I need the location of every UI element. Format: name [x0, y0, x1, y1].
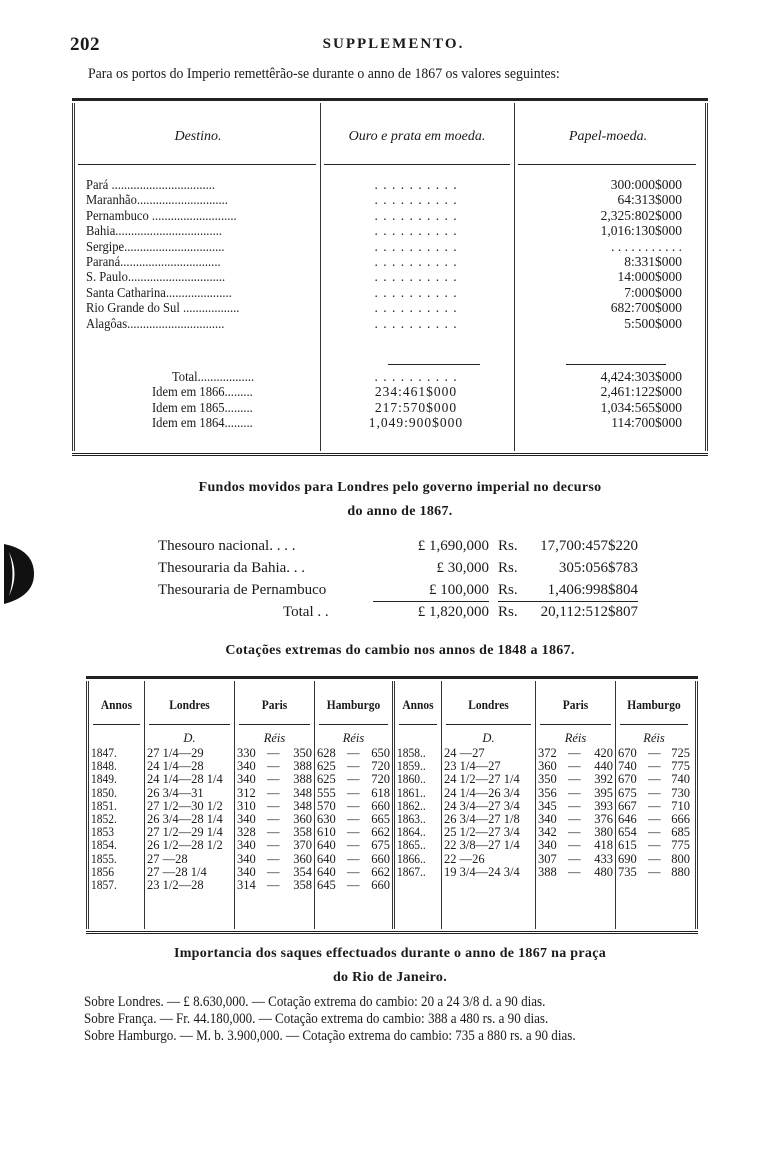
- cell-destino: Bahia..................................: [86, 223, 223, 239]
- funds-total-rs: Rs.: [498, 604, 518, 620]
- funds-title-line1: Fundos movidos para Londres pelo governo imperial no decurso: [198, 480, 602, 495]
- cell-londres: 26 3/4—28 1/4: [147, 812, 223, 826]
- cell-paris-min: 350: [538, 772, 557, 787]
- cell-hamburgo-min: 670: [618, 772, 637, 787]
- cell-anno: 1854.: [91, 838, 117, 853]
- range-dash: —: [568, 798, 581, 813]
- cell-paris-min: 340: [538, 838, 557, 853]
- cell-anno: 1857.: [91, 878, 117, 892]
- intro-text: Para os portos do Imperio remettêrão-se durante o anno de 1867 os valores seguintes:: [88, 66, 560, 82]
- cell-destino: S. Paulo...............................: [86, 269, 226, 285]
- cell-destino: Idem em 1864.........: [152, 415, 253, 431]
- funds-total-value: 20,112:512$807: [540, 604, 638, 620]
- cell-anno: 1852.: [91, 812, 117, 826]
- cell-anno: 1853: [91, 825, 114, 840]
- funds-title-line2: do anno de 1867.: [347, 504, 453, 519]
- cell-paris-max: 440: [594, 759, 613, 774]
- cell-londres: 24 —27: [444, 746, 485, 760]
- range-dash: —: [347, 838, 360, 853]
- exchange-section-title: Cotações extremas do cambio nos annos de 1848 a 1867.: [225, 643, 575, 658]
- cell-destino: Idem em 1866.........: [152, 384, 253, 400]
- range-dash: —: [347, 878, 360, 892]
- range-dash: —: [267, 785, 280, 800]
- sum-rule: [388, 364, 480, 365]
- range-dash: —: [267, 798, 280, 813]
- cell-paris-max: 433: [594, 851, 613, 866]
- cell-hamburgo-min: 640: [317, 851, 336, 866]
- column-header: Londres: [468, 697, 509, 712]
- cell-hamburgo-min: 740: [618, 759, 637, 774]
- cell-paris-min: 340: [237, 772, 256, 787]
- column-header: Paris: [261, 697, 288, 712]
- cell-paris-min: 388: [538, 864, 557, 879]
- cell-hamburgo-max: 618: [371, 785, 390, 800]
- range-dash: —: [568, 825, 581, 840]
- funds-row: [158, 579, 648, 601]
- cell-ouro: . . . . . . . . . .: [374, 207, 458, 223]
- cell-hamburgo-max: 725: [671, 746, 690, 760]
- funds-total-row: [158, 601, 648, 623]
- column-header: Hamburgo: [627, 697, 681, 712]
- cell-anno: 1867..: [397, 864, 426, 879]
- range-dash: —: [648, 825, 661, 840]
- funds-rs: Rs.: [498, 538, 518, 554]
- column-header: Annos: [100, 697, 133, 712]
- table-row: [72, 192, 708, 207]
- cell-londres: 24 1/4—28 1/4: [147, 772, 223, 787]
- cell-paris-min: 340: [237, 864, 256, 879]
- cell-londres: 23 1/4—27: [444, 759, 501, 774]
- cell-hamburgo-min: 615: [618, 838, 637, 853]
- cell-paris-min: 328: [237, 825, 256, 840]
- cell-anno: 1860..: [397, 772, 426, 787]
- cell-ouro: . . . . . . . . . .: [374, 284, 458, 300]
- cell-paris-max: 420: [594, 746, 613, 760]
- header-rule: [78, 164, 316, 165]
- cell-londres: 24 1/2—27 1/4: [444, 772, 520, 787]
- range-dash: —: [648, 746, 661, 760]
- cell-paris-min: 340: [237, 812, 256, 826]
- cell-anno: 1858..: [397, 746, 426, 760]
- header-rule: [93, 724, 140, 725]
- table-row: [72, 269, 708, 284]
- cell-londres: 24 3/4—27 3/4: [444, 798, 520, 813]
- cell-paris-max: 358: [293, 825, 312, 840]
- range-dash: —: [347, 825, 360, 840]
- column-divider-double: [392, 681, 395, 929]
- cell-hamburgo-max: 675: [371, 838, 390, 853]
- cell-anno: 1848.: [91, 759, 117, 774]
- range-dash: —: [267, 746, 280, 760]
- cell-ouro: . . . . . . . . . .: [374, 369, 458, 384]
- table-row: [72, 415, 708, 430]
- cell-destino: Alagôas...............................: [86, 315, 225, 331]
- cell-londres: 27 —28 1/4: [147, 864, 207, 879]
- funds-total-label: Total . .: [283, 604, 329, 620]
- table-row: [72, 300, 708, 315]
- cell-hamburgo-min: 675: [618, 785, 637, 800]
- column-header: Annos: [402, 697, 434, 712]
- drafts-section-title: [60, 942, 720, 990]
- cell-anno: 1863..: [397, 812, 426, 826]
- cell-hamburgo-max: 880: [671, 864, 690, 879]
- range-dash: —: [347, 785, 360, 800]
- cell-papel: . . . . . . . . . . .: [611, 238, 682, 254]
- cell-anno: 1855.: [91, 851, 117, 866]
- range-dash: —: [648, 864, 661, 879]
- unit-label: D.: [482, 731, 495, 745]
- column-divider: [144, 681, 145, 929]
- cell-hamburgo-min: 625: [317, 772, 336, 787]
- range-dash: —: [568, 838, 581, 853]
- page-number: 202: [70, 34, 100, 55]
- column-divider: [535, 681, 536, 929]
- cell-anno: 1851.: [91, 798, 117, 813]
- cell-hamburgo-max: 662: [371, 864, 390, 879]
- range-dash: —: [347, 812, 360, 826]
- cell-paris-min: 372: [538, 746, 557, 760]
- running-title: SUPPLEMENTO.: [322, 36, 465, 52]
- range-dash: —: [267, 864, 280, 879]
- funds-label: Thesouro nacional. . . .: [158, 538, 296, 554]
- cell-paris-min: 330: [237, 746, 256, 760]
- cell-hamburgo-min: 630: [317, 812, 336, 826]
- cell-papel: 682:700$000: [610, 300, 682, 316]
- column-header: Hamburgo: [326, 697, 381, 712]
- header-rule: [518, 164, 696, 165]
- cell-hamburgo-max: 720: [371, 772, 390, 787]
- range-dash: —: [648, 772, 661, 787]
- cell-hamburgo-max: 730: [671, 785, 690, 800]
- table-row: [72, 208, 708, 223]
- cell-papel: 7:000$000: [624, 284, 682, 300]
- cell-hamburgo-min: 645: [317, 878, 336, 892]
- funds-pounds: £ 100,000: [373, 579, 489, 602]
- funds-total-pounds: £ 1,820,000: [417, 604, 489, 620]
- cell-paris-max: 380: [594, 825, 613, 840]
- cell-papel: 300:000$000: [610, 177, 682, 192]
- cell-ouro: 1,049:900$000: [368, 415, 464, 431]
- cell-londres: 27 —28: [147, 851, 188, 866]
- funds-row: [158, 557, 648, 579]
- cell-londres: 27 1/4—29: [147, 746, 204, 760]
- cell-hamburgo-max: 775: [671, 838, 690, 853]
- cell-destino: Rio Grande do Sul ..................: [86, 300, 240, 316]
- unit-label: Réis: [342, 731, 365, 745]
- cell-paris-max: 392: [594, 772, 613, 787]
- cell-paris-max: 360: [293, 812, 312, 826]
- header-ouro-prata: Ouro e prata em moeda.: [348, 129, 486, 144]
- cell-hamburgo-max: 685: [671, 825, 690, 840]
- cell-hamburgo-min: 670: [618, 746, 637, 760]
- cell-paris-max: 370: [293, 838, 312, 853]
- cell-anno: 1856: [91, 864, 114, 879]
- range-dash: —: [648, 798, 661, 813]
- column-divider: [314, 681, 315, 929]
- header-rule: [239, 724, 310, 725]
- range-dash: —: [347, 759, 360, 774]
- range-dash: —: [568, 759, 581, 774]
- cell-hamburgo-min: 735: [618, 864, 637, 879]
- cell-paris-max: 480: [594, 864, 613, 879]
- cell-ouro: . . . . . . . . . .: [374, 192, 458, 208]
- cell-paris-max: 354: [293, 864, 312, 879]
- cell-ouro: 217:570$000: [374, 399, 458, 415]
- cell-paris-max: 418: [594, 838, 613, 853]
- cell-hamburgo-min: 610: [317, 825, 336, 840]
- header-rule: [149, 724, 230, 725]
- table-row: [72, 400, 708, 415]
- cell-destino: Idem em 1865.........: [152, 399, 253, 415]
- cell-destino: Santa Catharina.....................: [86, 284, 232, 300]
- table-row: [72, 239, 708, 254]
- cell-londres: 27 1/2—29 1/4: [147, 825, 223, 840]
- cell-destino: Maranhão.............................: [86, 192, 228, 208]
- cell-londres: 22 —26: [444, 851, 485, 866]
- header-rule: [319, 724, 388, 725]
- cell-londres: 19 3/4—24 3/4: [444, 864, 520, 879]
- funds-value: 17,700:457$220: [540, 538, 638, 554]
- ports-shipments-table: [72, 98, 708, 456]
- cell-paris-min: 340: [237, 838, 256, 853]
- cell-hamburgo-max: 665: [371, 812, 390, 826]
- cell-paris-min: 314: [237, 878, 256, 892]
- range-dash: —: [648, 759, 661, 774]
- cell-paris-min: 312: [237, 785, 256, 800]
- range-dash: —: [267, 759, 280, 774]
- cell-hamburgo-max: 666: [671, 812, 690, 826]
- cell-londres: 26 3/4—31: [147, 785, 204, 800]
- range-dash: —: [347, 851, 360, 866]
- funds-section-title: [100, 476, 700, 524]
- cell-papel: 8:331$000: [624, 254, 682, 269]
- cell-londres: 26 1/2—28 1/2: [147, 838, 223, 853]
- range-dash: —: [347, 798, 360, 813]
- funds-label: Thesouraria da Bahia. . .: [158, 560, 306, 576]
- drafts-lines: [84, 994, 630, 1045]
- range-dash: —: [267, 838, 280, 853]
- drafts-line-londres: Sobre Londres. — £ 8.630,000. — Cotação extrema do cambio: 20 a 24 3/8 d. a 90 dias.: [84, 994, 546, 1010]
- range-dash: —: [347, 772, 360, 787]
- cell-ouro: . . . . . . . . . .: [374, 300, 458, 316]
- cell-hamburgo-max: 660: [371, 851, 390, 866]
- cell-ouro: 234:461$000: [374, 384, 458, 400]
- header-rule: [540, 724, 611, 725]
- range-dash: —: [347, 864, 360, 879]
- cell-destino: Pará .................................: [86, 177, 216, 192]
- cell-paris-max: 388: [293, 772, 312, 787]
- cell-paris-min: 340: [237, 851, 256, 866]
- cell-papel: 1,034:565$000: [600, 399, 682, 415]
- drafts-title-line1: Importancia dos saques effectuados durante o anno de 1867 na praça: [173, 946, 607, 961]
- range-dash: —: [568, 785, 581, 800]
- range-dash: —: [568, 851, 581, 866]
- cell-anno: 1866..: [397, 851, 426, 866]
- range-dash: —: [568, 772, 581, 787]
- cell-paris-min: 310: [237, 798, 256, 813]
- header-rule: [446, 724, 531, 725]
- funds-pounds: £ 1,690,000: [417, 538, 489, 554]
- cell-hamburgo-min: 555: [317, 785, 336, 800]
- column-header: Londres: [169, 697, 210, 712]
- range-dash: —: [568, 746, 581, 760]
- cell-londres: 24 1/4—28: [147, 759, 204, 774]
- cell-hamburgo-min: 570: [317, 798, 336, 813]
- cell-hamburgo-min: 640: [317, 864, 336, 879]
- drafts-title-line2: do Rio de Janeiro.: [332, 970, 448, 985]
- table-row: [72, 223, 708, 238]
- cell-ouro: . . . . . . . . . .: [374, 238, 458, 254]
- cell-anno: 1865..: [397, 838, 426, 853]
- cell-hamburgo-min: 667: [618, 798, 637, 813]
- cell-hamburgo-max: 660: [371, 878, 390, 892]
- cell-paris-max: 395: [594, 785, 613, 800]
- cell-papel: 14:000$000: [617, 269, 682, 285]
- range-dash: —: [648, 851, 661, 866]
- cell-londres: 25 1/2—27 3/4: [444, 825, 520, 840]
- cell-anno: 1850.: [91, 785, 117, 800]
- range-dash: —: [648, 785, 661, 800]
- unit-label: Réis: [564, 731, 587, 745]
- cell-hamburgo-min: 640: [317, 838, 336, 853]
- cell-paris-max: 360: [293, 851, 312, 866]
- table-row: [72, 177, 708, 192]
- cell-hamburgo-max: 662: [371, 825, 390, 840]
- unit-label: D.: [183, 731, 196, 745]
- table-row: [72, 316, 708, 331]
- cell-paris-max: 350: [293, 746, 312, 760]
- cell-anno: 1861..: [397, 785, 426, 800]
- cell-hamburgo-max: 720: [371, 759, 390, 774]
- cell-destino: Pernambuco ...........................: [86, 207, 237, 223]
- cell-paris-max: 348: [293, 798, 312, 813]
- cell-londres: 24 1/4—26 3/4: [444, 785, 520, 800]
- cell-londres: 26 3/4—27 1/8: [444, 812, 520, 826]
- unit-label: Réis: [263, 731, 286, 745]
- column-divider: [441, 681, 442, 929]
- library-stamp-mark: [0, 540, 36, 608]
- column-header: Paris: [562, 697, 589, 712]
- drafts-line-franca: Sobre França. — Fr. 44.180,000. — Cotação extrema do cambio: 388 a 480 rs. a 90 dias.: [84, 1011, 549, 1027]
- cell-papel: 2,461:122$000: [600, 384, 682, 400]
- cell-destino: Paraná................................: [86, 254, 221, 269]
- cell-destino: Total..................: [172, 369, 255, 384]
- range-dash: —: [267, 878, 280, 892]
- cell-hamburgo-min: 628: [317, 746, 336, 760]
- drafts-line-hamburgo: Sobre Hamburgo. — M. b. 3.900,000. — Cotação extrema do cambio: 735 a 880 rs. a 90 dias.: [84, 1028, 576, 1044]
- cell-paris-min: 360: [538, 759, 557, 774]
- range-dash: —: [568, 864, 581, 879]
- range-dash: —: [267, 851, 280, 866]
- cell-paris-max: 388: [293, 759, 312, 774]
- cell-paris-min: 356: [538, 785, 557, 800]
- cell-paris-max: 348: [293, 785, 312, 800]
- column-divider: [615, 681, 616, 929]
- cell-paris-min: 345: [538, 798, 557, 813]
- funds-rs: Rs.: [498, 560, 518, 576]
- cell-hamburgo-max: 650: [371, 746, 390, 760]
- cell-paris-max: 376: [594, 812, 613, 826]
- column-divider: [234, 681, 235, 929]
- cell-paris-max: 358: [293, 878, 312, 892]
- range-dash: —: [347, 746, 360, 760]
- range-dash: —: [267, 825, 280, 840]
- cell-paris-min: 342: [538, 825, 557, 840]
- cell-anno: 1859..: [397, 759, 426, 774]
- funds-pounds: £ 30,000: [436, 560, 489, 576]
- funds-rs: Rs.: [498, 579, 518, 602]
- table-row: [72, 254, 708, 269]
- funds-label: Thesouraria de Pernambuco: [158, 582, 327, 598]
- cell-paris-min: 307: [538, 851, 557, 866]
- range-dash: —: [568, 812, 581, 826]
- cell-ouro: . . . . . . . . . .: [374, 177, 458, 192]
- cell-ouro: . . . . . . . . . .: [374, 315, 458, 331]
- cell-anno: 1847.: [91, 746, 117, 760]
- cell-papel: 1,016:130$000: [600, 223, 682, 239]
- cell-papel: 5:500$000: [624, 315, 682, 331]
- cell-hamburgo-max: 660: [371, 798, 390, 813]
- table-row: [72, 384, 708, 399]
- funds-value: 1,406:998$804: [518, 579, 638, 602]
- header-destino: Destino.: [174, 129, 222, 144]
- table-row: [72, 369, 708, 384]
- cell-hamburgo-min: 654: [618, 825, 637, 840]
- cell-paris-min: 340: [538, 812, 557, 826]
- cell-paris-min: 340: [237, 759, 256, 774]
- cell-papel: 114:700$000: [611, 415, 682, 431]
- cell-londres: 22 3/8—27 1/4: [444, 838, 520, 853]
- range-dash: —: [648, 838, 661, 853]
- header-rule: [620, 724, 688, 725]
- header-rule: [324, 164, 510, 165]
- table-row: [72, 285, 708, 300]
- range-dash: —: [648, 812, 661, 826]
- cell-hamburgo-max: 740: [671, 772, 690, 787]
- cell-hamburgo-min: 625: [317, 759, 336, 774]
- header-rule: [399, 724, 437, 725]
- cell-destino: Sergipe................................: [86, 238, 225, 254]
- unit-label: Réis: [643, 731, 665, 745]
- exchange-rates-table: [86, 676, 698, 934]
- range-dash: —: [267, 812, 280, 826]
- cell-anno: 1864..: [397, 825, 426, 840]
- cell-papel: 64:313$000: [617, 192, 682, 208]
- funds-row: [158, 535, 648, 557]
- cell-hamburgo-max: 775: [671, 759, 690, 774]
- header-papel-moeda: Papel-moeda.: [568, 129, 648, 144]
- funds-value: 305:056$783: [558, 560, 638, 576]
- sum-rule: [566, 364, 666, 365]
- cell-papel: 2,325:802$000: [600, 207, 682, 223]
- cell-hamburgo-max: 800: [671, 851, 690, 866]
- cell-londres: 23 1/2—28: [147, 878, 204, 892]
- cell-hamburgo-min: 690: [618, 851, 637, 866]
- cell-papel: 4,424:303$000: [600, 369, 682, 384]
- cell-ouro: . . . . . . . . . .: [374, 269, 458, 285]
- cell-londres: 27 1/2—30 1/2: [147, 798, 223, 813]
- cell-hamburgo-min: 646: [618, 812, 637, 826]
- cell-anno: 1862..: [397, 798, 426, 813]
- cell-anno: 1849.: [91, 772, 117, 787]
- cell-hamburgo-max: 710: [671, 798, 690, 813]
- cell-ouro: . . . . . . . . . .: [374, 254, 458, 269]
- cell-paris-max: 393: [594, 798, 613, 813]
- funds-list: [158, 535, 648, 623]
- cell-ouro: . . . . . . . . . .: [374, 223, 458, 239]
- range-dash: —: [267, 772, 280, 787]
